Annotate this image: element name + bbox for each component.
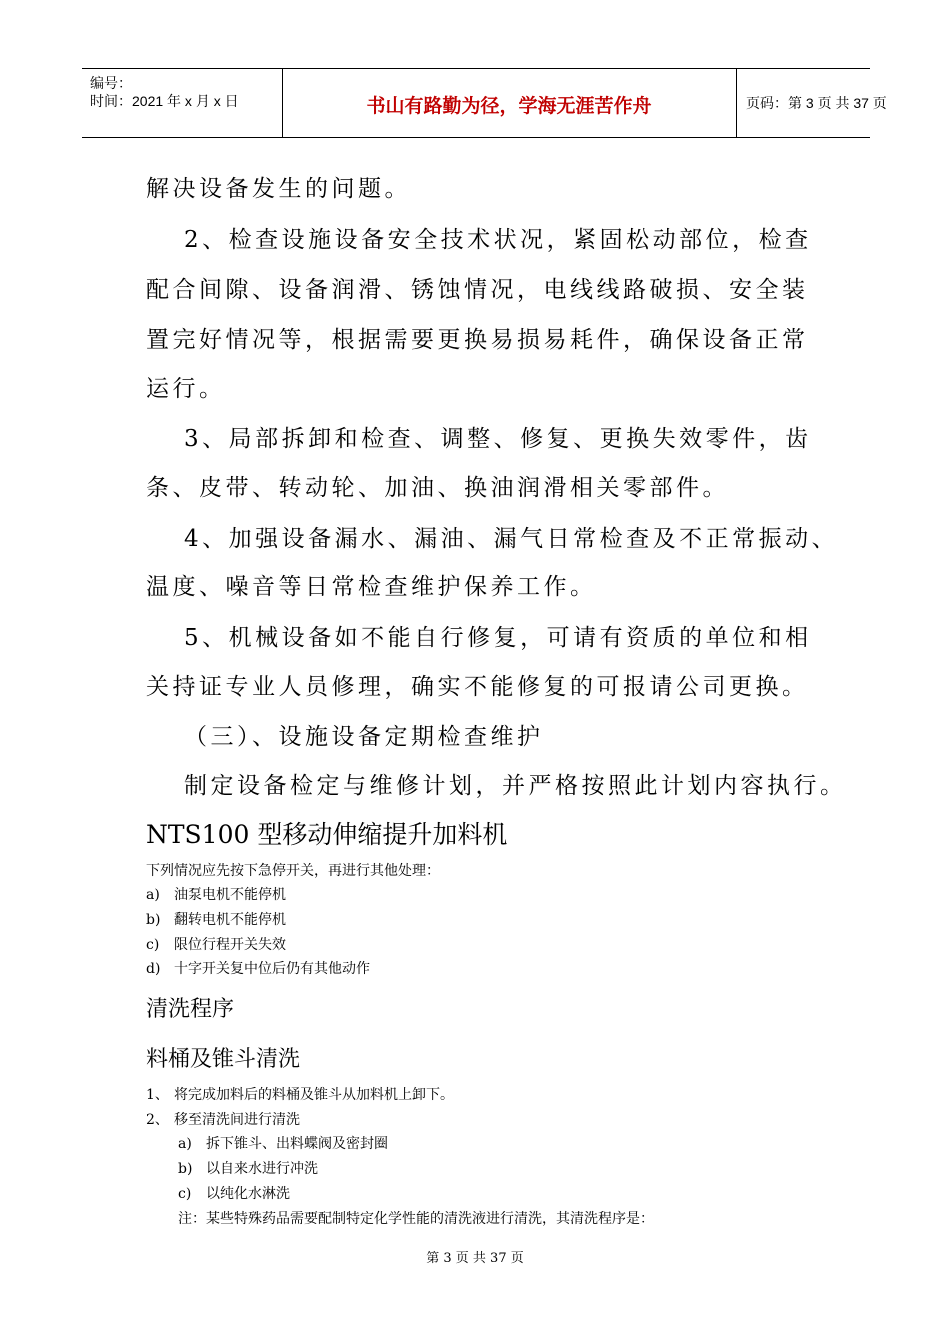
list-text: 限位行程开关失效 (174, 937, 286, 953)
document-number-label: 编号： (90, 75, 132, 91)
list-text: 翻转电机不能停机 (174, 912, 286, 928)
paragraph-2-line-2: 配合间隙、设备润滑、锈蚀情况，电线线路破损、安全装 (146, 277, 809, 303)
list-item (146, 909, 286, 929)
paragraph-5-line-1: 5、机械设备如不能自行修复，可请有资质的单位和相 (184, 625, 812, 651)
page-footer: 第 3 页 共 37 页 (426, 1251, 524, 1266)
section-3-heading: （三）、设施设备定期检查维护 (184, 724, 544, 750)
machine-intro: 下列情况应先按下急停开关，再进行其他处理： (146, 863, 440, 879)
paragraph-1: 解决设备发生的问题。 (146, 176, 411, 202)
paragraph-3-line-2: 条、皮带、转动轮、加油、换油润滑相关零部件。 (146, 475, 729, 501)
cleaning-subheading: 料桶及锥斗清洗 (146, 1047, 301, 1072)
header-motto: 书山有路勤为径，学海无涯苦作舟 (366, 95, 652, 117)
document-time-label: 时间：2021 年 x 月 x 日 (90, 93, 239, 109)
step-marker: 1、 (146, 1087, 169, 1103)
step-marker: 2、 (146, 1112, 169, 1128)
list-text: 十字开关复中位后仍有其他动作 (174, 961, 370, 977)
cleaning-step (146, 1084, 454, 1104)
substep-marker: a) (178, 1136, 192, 1152)
list-item (146, 934, 286, 954)
paragraph-4-line-1: 4、加强设备漏水、漏油、漏气日常检查及不正常振动、 (184, 526, 839, 552)
cleaning-note: 注：某些特殊药品需要配制特定化学性能的清洗液进行清洗，其清洗程序是： (178, 1211, 654, 1227)
paragraph-5-line-2: 关持证专业人员修理，确实不能修复的可报请公司更换。 (146, 674, 809, 700)
paragraph-3-line-1: 3、局部拆卸和检查、调整、修复、更换失效零件，齿 (184, 426, 812, 452)
substep-marker: c) (178, 1186, 192, 1202)
cleaning-step (146, 1109, 300, 1129)
substep-marker: b) (178, 1161, 193, 1177)
header-motto-cell (282, 69, 737, 137)
list-marker: a) (146, 887, 160, 903)
list-marker: d) (146, 961, 161, 977)
cleaning-substep (178, 1183, 290, 1203)
paragraph-2-line-1: 2、检查设施设备安全技术状况，紧固松动部位，检查 (184, 227, 812, 253)
list-marker: c) (146, 937, 160, 953)
step-text: 将完成加料后的料桶及锥斗从加料机上卸下。 (174, 1087, 454, 1103)
step-text: 移至清洗间进行清洗 (174, 1112, 300, 1128)
cleaning-substep (178, 1133, 388, 1153)
paragraph-2-line-4: 运行。 (146, 376, 226, 402)
list-text: 油泵电机不能停机 (174, 887, 286, 903)
substep-text: 以自来水进行冲洗 (206, 1161, 318, 1177)
list-marker: b) (146, 912, 161, 928)
header-page-cell (736, 69, 887, 137)
list-item (146, 884, 286, 904)
list-item (146, 958, 370, 978)
header-meta-cell (82, 69, 283, 137)
machine-title: NTS100 型移动伸缩提升加料机 (146, 820, 508, 849)
substep-text: 以纯化水淋洗 (206, 1186, 290, 1202)
cleaning-substep (178, 1158, 318, 1178)
substep-text: 拆下锥斗、出料蝶阀及密封圈 (206, 1136, 388, 1152)
page-header (82, 68, 887, 138)
paragraph-4-line-2: 温度、噪音等日常检查维护保养工作。 (146, 574, 597, 600)
header-page-info: 页码：第 3 页 共 37 页 (746, 95, 887, 111)
cleaning-heading: 清洗程序 (146, 997, 235, 1022)
paragraph-6: 制定设备检定与维修计划，并严格按照此计划内容执行。 (184, 773, 847, 799)
paragraph-2-line-3: 置完好情况等，根据需要更换易损易耗件，确保设备正常 (146, 327, 809, 353)
